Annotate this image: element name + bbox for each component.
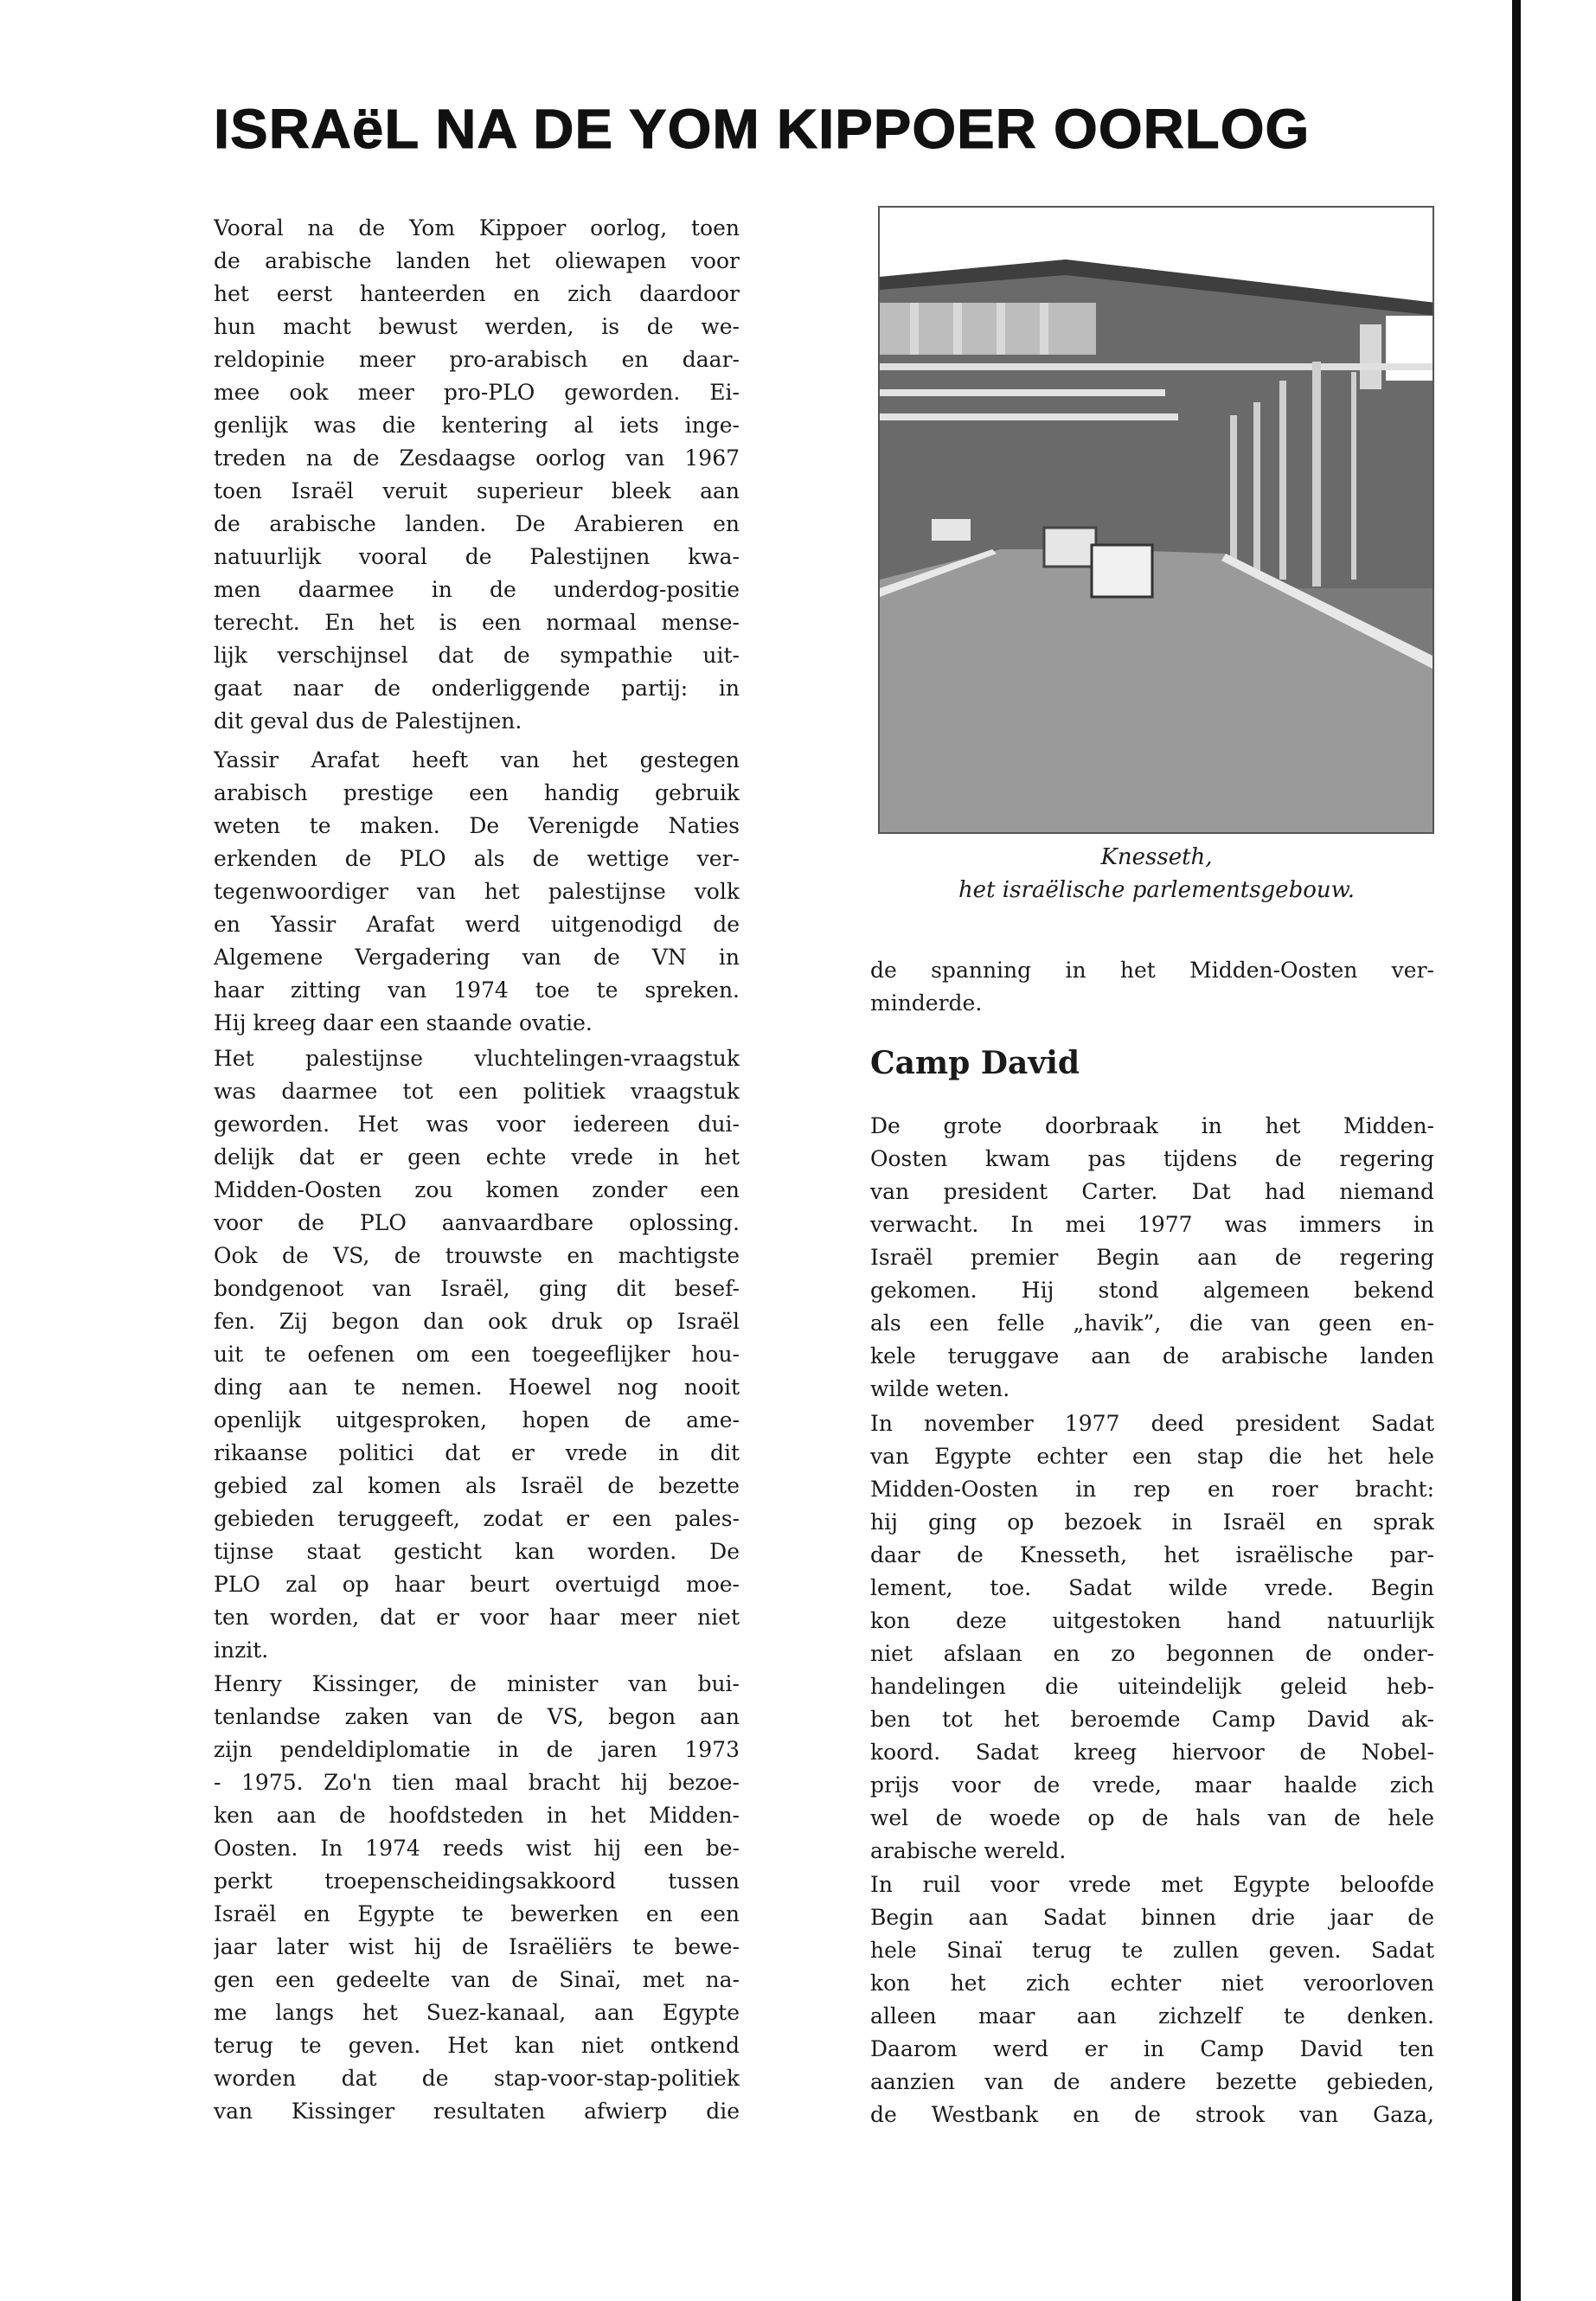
- text-line: - 1975. Zo'n tien maal bracht hij bezoe-: [214, 1770, 740, 1795]
- text-line: kele teruggave aan de arabische landen: [870, 1343, 1434, 1368]
- text-line: erkenden de PLO als de wettige ver-: [214, 846, 740, 871]
- text-line: hele Sinaï terug te zullen geven. Sadat: [870, 1938, 1434, 1963]
- text-line: Israël premier Begin aan de regering: [870, 1245, 1434, 1270]
- text-line: Begin aan Sadat binnen drie jaar de: [870, 1905, 1434, 1930]
- text-line: ding aan te nemen. Hoewel nog nooit: [214, 1375, 740, 1400]
- text-line: arabisch prestige een handig gebruik: [214, 780, 740, 805]
- text-line: niet afslaan en zo begonnen de onder-: [870, 1641, 1434, 1666]
- photo-caption: [870, 841, 1443, 907]
- text-line: ben tot het beroemde Camp David ak-: [870, 1707, 1434, 1732]
- text-line: de Westbank en de strook van Gaza,: [870, 2102, 1434, 2127]
- text-line: voor de PLO aanvaardbare oplossing.: [214, 1210, 740, 1235]
- text-line: uit te oefenen om een toegeeflijker hou-: [214, 1342, 740, 1367]
- text-line: worden dat de stap-voor-stap-politiek: [214, 2066, 740, 2091]
- text-line: daar de Knesseth, het israëlische par-: [870, 1542, 1434, 1567]
- text-line: Het palestijnse vluchtelingen-vraagstuk: [214, 1046, 740, 1071]
- text-line: openlijk uitgesproken, hopen de ame-: [214, 1407, 740, 1433]
- text-line: gebieden teruggeeft, zodat er een pales-: [214, 1506, 740, 1531]
- text-line: inzit.: [214, 1638, 269, 1663]
- text-line: koord. Sadat kreeg hiervoor de Nobel-: [870, 1740, 1434, 1765]
- caption-line: het israëlische parlementsgebouw.: [958, 877, 1356, 903]
- text-line: Ook de VS, de trouwste en machtigste: [214, 1243, 740, 1268]
- paragraph: [214, 1668, 740, 2128]
- text-line: handelingen die uiteindelijk geleid heb-: [870, 1674, 1434, 1699]
- text-line: Midden-Oosten zou komen zonder een: [214, 1177, 740, 1202]
- text-line: bondgenoot van Israël, ging dit besef-: [214, 1276, 740, 1301]
- text-line: jaar later wist hij de Israëliërs te bewe-: [214, 1934, 740, 1959]
- text-line: wel de woede op de hals van de hele: [870, 1805, 1434, 1830]
- paragraph: [870, 1868, 1434, 2131]
- text-line: Vooral na de Yom Kippoer oorlog, toen: [214, 215, 740, 240]
- text-line: Hij kreeg daar een staande ovatie.: [214, 1010, 593, 1035]
- text-line: PLO zal op haar beurt overtuigd moe-: [214, 1572, 740, 1597]
- text-line: gebied zal komen als Israël de bezette: [214, 1473, 740, 1498]
- paragraph: [214, 1042, 740, 1667]
- text-line: verwacht. In mei 1977 was immers in: [870, 1212, 1434, 1237]
- text-line: men daarmee in de underdog-positie: [214, 577, 740, 602]
- text-line: en Yassir Arafat werd uitgenodigd de: [214, 912, 740, 937]
- article-title: ISRAëL NA DE YOM KIPPOER OORLOG: [214, 98, 1311, 160]
- text-line: In november 1977 deed president Sadat: [870, 1411, 1434, 1436]
- paragraph: [870, 954, 1434, 1020]
- text-line: terecht. En het is een normaal mense-: [214, 610, 740, 635]
- text-line: Oosten kwam pas tijdens de regering: [870, 1146, 1434, 1171]
- text-line: treden na de Zesdaagse oorlog van 1967: [214, 445, 740, 471]
- text-line: lement, toe. Sadat wilde vrede. Begin: [870, 1575, 1434, 1600]
- text-line: Israël en Egypte te bewerken en een: [214, 1901, 740, 1926]
- text-line: genlijk was die kentering al iets inge-: [214, 413, 740, 438]
- text-line: Daarom werd er in Camp David ten: [870, 2036, 1434, 2061]
- text-line: ten worden, dat er voor haar meer niet: [214, 1605, 740, 1630]
- text-line: als een felle „havik”, die van geen en-: [870, 1311, 1434, 1336]
- text-line: gen een gedeelte van de Sinaï, met na-: [214, 1967, 740, 1992]
- text-line: wilde weten.: [870, 1376, 1010, 1401]
- text-line: arabische wereld.: [870, 1838, 1067, 1863]
- text-line: fen. Zij begon dan ook druk op Israël: [214, 1309, 740, 1334]
- section-heading: Camp David: [870, 1045, 1080, 1081]
- text-line: reldopinie meer pro-arabisch en daar-: [214, 347, 740, 372]
- text-line: tijnse staat gesticht kan worden. De: [214, 1539, 740, 1564]
- text-line: mee ook meer pro-PLO geworden. Ei-: [214, 380, 740, 405]
- paragraph: [870, 1110, 1434, 1406]
- text-line: zijn pendeldiplomatie in de jaren 1973: [214, 1737, 740, 1762]
- text-line: rikaanse politici dat er vrede in dit: [214, 1440, 740, 1465]
- text-line: lijk verschijnsel dat de sympathie uit-: [214, 643, 740, 668]
- text-line: de spanning in het Midden-Oosten ver-: [870, 958, 1434, 983]
- text-line: perkt troepenscheidingsakkoord tussen: [214, 1868, 740, 1894]
- text-line: van Kissinger resultaten afwierp die: [214, 2099, 740, 2124]
- text-line: Algemene Vergadering van de VN in: [214, 945, 740, 970]
- text-line: dit geval dus de Palestijnen.: [214, 708, 522, 734]
- text-line: Midden-Oosten in rep en roer bracht:: [870, 1477, 1434, 1502]
- text-line: Oosten. In 1974 reeds wist hij een be-: [214, 1836, 740, 1861]
- text-line: van Egypte echter een stap die het hele: [870, 1444, 1434, 1469]
- text-line: weten te maken. De Verenigde Naties: [214, 813, 740, 838]
- paragraph: [214, 212, 740, 738]
- page-edge-bar: [1512, 0, 1521, 2301]
- text-line: aanzien van de andere bezette gebieden,: [870, 2069, 1434, 2094]
- text-line: kon deze uitgestoken hand natuurlijk: [870, 1608, 1434, 1633]
- text-line: minderde.: [870, 990, 983, 1016]
- text-line: hun macht bewust werden, is de we-: [214, 314, 740, 339]
- text-line: was daarmee tot een politiek vraagstuk: [214, 1079, 740, 1104]
- text-line: van president Carter. Dat had niemand: [870, 1179, 1434, 1204]
- text-line: gaat naar de onderliggende partij: in: [214, 676, 740, 701]
- text-line: haar zitting van 1974 toe te spreken.: [214, 977, 740, 1003]
- text-line: geworden. Het was voor iedereen dui-: [214, 1112, 740, 1137]
- text-line: hij ging op bezoek in Israël en sprak: [870, 1509, 1434, 1535]
- paragraph: [870, 1407, 1434, 1868]
- text-line: kon het zich echter niet veroorloven: [870, 1971, 1434, 1996]
- paragraph: [214, 744, 740, 1040]
- text-line: me langs het Suez-kanaal, aan Egypte: [214, 2000, 740, 2025]
- text-line: De grote doorbraak in het Midden-: [870, 1113, 1434, 1138]
- text-line: de arabische landen. De Arabieren en: [214, 511, 740, 536]
- text-line: tenlandse zaken van de VS, begon aan: [214, 1704, 740, 1729]
- text-line: alleen maar aan zichzelf te denken.: [870, 2003, 1434, 2029]
- text-line: prijs voor de vrede, maar haalde zich: [870, 1772, 1434, 1798]
- text-line: Yassir Arafat heeft van het gestegen: [214, 747, 740, 772]
- text-line: delijk dat er geen echte vrede in het: [214, 1144, 740, 1170]
- caption-line: Knesseth,: [1100, 844, 1213, 870]
- text-line: Henry Kissinger, de minister van bui-: [214, 1671, 740, 1696]
- text-line: terug te geven. Het kan niet ontkend: [214, 2033, 740, 2058]
- text-line: gekomen. Hij stond algemeen bekend: [870, 1278, 1434, 1303]
- text-line: toen Israël veruit superieur bleek aan: [214, 478, 740, 503]
- text-line: natuurlijk vooral de Palestijnen kwa-: [214, 544, 740, 569]
- text-line: het eerst hanteerden en zich daardoor: [214, 281, 740, 306]
- text-line: In ruil voor vrede met Egypte beloofde: [870, 1872, 1434, 1897]
- text-line: tegenwoordiger van het palestijnse volk: [214, 879, 740, 904]
- knesset-photo: [878, 206, 1434, 834]
- text-line: ken aan de hoofdsteden in het Midden-: [214, 1803, 740, 1828]
- text-line: de arabische landen het oliewapen voor: [214, 248, 740, 273]
